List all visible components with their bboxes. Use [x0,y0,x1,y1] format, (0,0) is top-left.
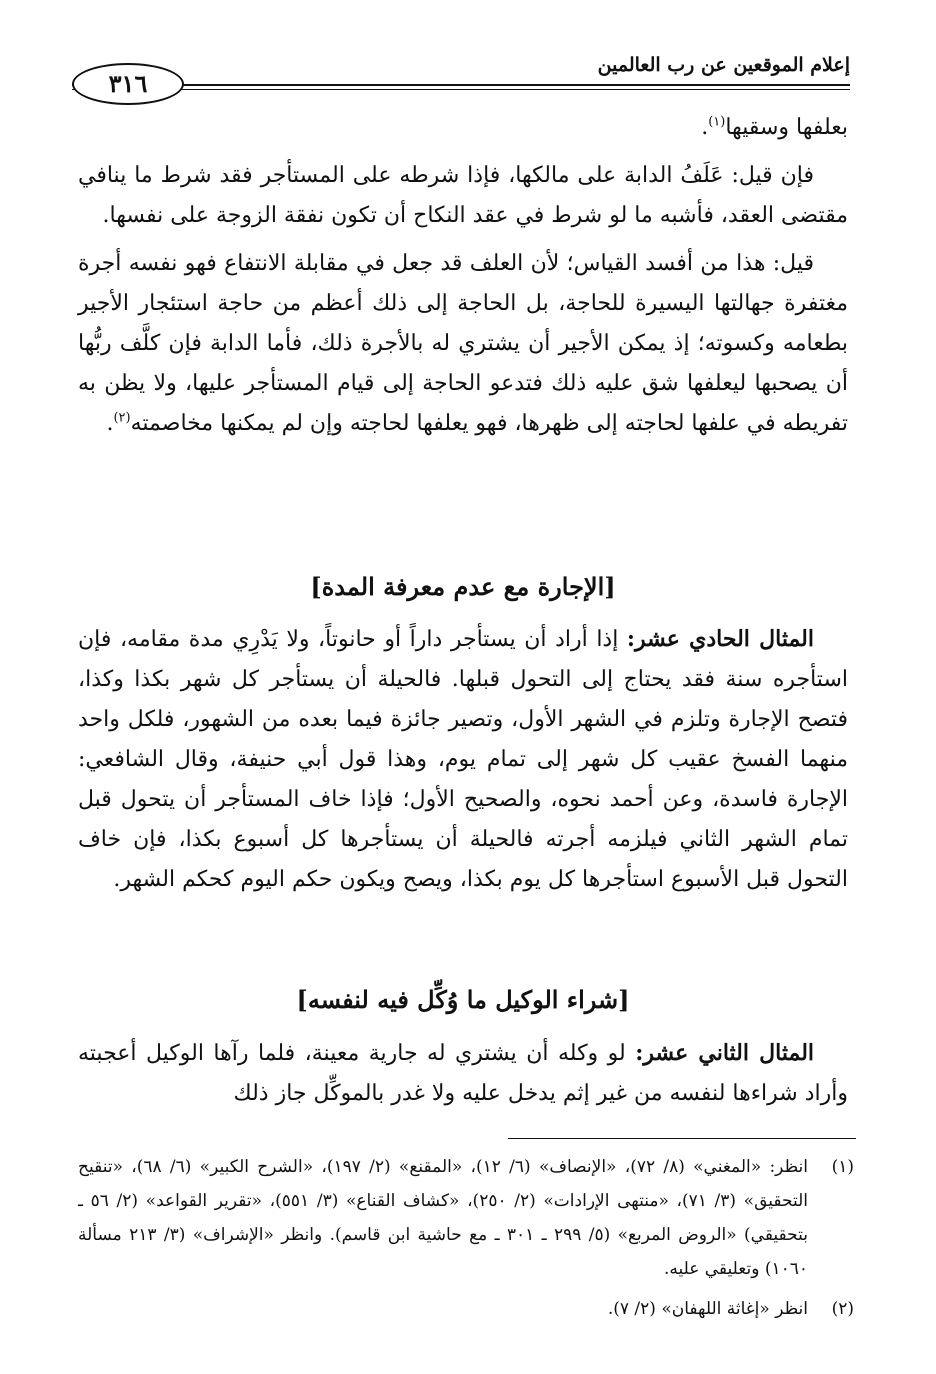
footnote-2 [78,1292,854,1326]
example-11-text: إذا أراد أن يستأجر داراً أو حانوتاً، ولا يَدْرِي مدة مقامه، فإن استأجره سنة فقد يحتاج إلى التحول قبلها. فالحيلة أن يستأجر كل شهر بكذا وكذا، فتصح الإجارة وتلزم في الشهر الأول، وتصير جائزة فيما بعده من الشهور، فلكل واحد منهما الفسخ عقيب كل شهر إلى تمام يوم، وهذا قول أبي حنيفة، وقال الشافعي: الإجارة فاسدة، وعن أحمد نحوه، والصحيح الأول؛ فإذا خاف المستأجر أن يتحول قبل تمام الشهر الثاني فيلزمه أجرته فالحيلة أن يستأجرها كل أسبوع بكذا، فإن خاف التحول قبل الأسبوع استأجرها كل يوم بكذا، ويصح ويكون حكم اليوم كحكم الشهر. [78,627,848,892]
example-11-paragraph [78,619,848,900]
example-11-lead: المثال الحادي عشر: [626,626,815,652]
section-3-body [78,1033,848,1114]
header-rule [72,84,850,86]
footnote-1-text: انظر: «المغني» (٨/ ٧٢)، «الإنصاف» (٦/ ١٢)، «المقنع» (٢/ ١٩٧)، «الشرح الكبير» (٦/ ٦٨)، «تنقيح التحقيق» (٣/ ٧١)، «منتهى الإرادات» (٢/ ٢٥٠)، «كشاف القناع» (٣/ ٥٥١)، «تقرير القواعد» (٢/ ٥٦ ـ بتحقيقي) «الروض المربع» (٥/ ٢٩٩ ـ ٣٠١ ـ مع حاشية ابن قاسم). وانظر «الإشراف» (٣/ ٢١٣ مسألة ١٠٦٠) وتعليقي عليه. [78,1157,808,1279]
footnote-2-number: (٢) [831,1299,854,1319]
footnotes [78,1150,854,1326]
example-12-paragraph [78,1033,848,1114]
footnote-ref-2: (٢) [113,410,131,426]
paragraph-2: فإن قيل: عَلَفُ الدابة على مالكها، فإذا شرطه على المستأجر فقد شرط ما ينافي مقتضى العقد، فأشبه ما لو شرط في عقد النكاح أن تكون نفقة الزوجة على نفسها. [78,163,848,228]
example-12-text: لو وكله أن يشتري له جارية معينة، فلما رآها الوكيل أعجبته وأراد شراءها لنفسه من غير إثم يدخل عليه ولا غدر بالموكِّل جاز ذلك [78,1041,848,1106]
footnote-ref-1: (١) [708,114,726,130]
footnote-2-text: انظر «إغاثة اللهفان» (٢/ ٧). [607,1299,808,1319]
footnote-1 [78,1150,854,1286]
paragraph-1-text: بعلفها وسقيها [725,115,848,140]
example-12-lead: المثال الثاني عشر: [635,1040,815,1066]
section-2-body [78,619,848,900]
section-1-body [78,108,848,444]
section-heading-agent-purchase: [شراء الوكيل ما وُكِّل فيه لنفسه] [296,985,630,1014]
paragraph-1-end: . [701,115,709,140]
footnote-1-number: (١) [831,1157,854,1177]
running-title: إعلام الموقعين عن رب العالمين [597,54,850,76]
header-rule-thin [72,89,850,90]
paragraph-3-text: قيل: هذا من أفسد القياس؛ لأن العلف قد جعل في مقابلة الانتفاع فهو نفسه أجرة مغتفرة جهالتها اليسيرة للحاجة، بل الحاجة إلى ذلك أعظم من حاجة استئجار الأجير بطعامه وكسوته؛ إذ يمكن الأجير أن يشتري له بالأجرة ذلك، فأما الدابة فإن كلَّف ربُّها أن يصحبها ليعلفها شق عليه ذلك فتدعو الحاجة إلى قيام المستأجر عليها، ولا يظن به تفريطه في علفها لحاجته إلى ظهرها، فهو يعلفها لحاجته وإن لم يمكنها مخاصمته [78,251,848,436]
page-number: ٣١٦ [72,63,184,105]
footnote-rule [508,1138,856,1139]
paragraph-3 [78,244,848,444]
paragraph-1 [78,108,848,148]
page-header [72,46,850,98]
paragraph-3-end: . [106,411,114,436]
section-heading-lease-duration: [الإجارة مع عدم معرفة المدة] [310,572,616,601]
